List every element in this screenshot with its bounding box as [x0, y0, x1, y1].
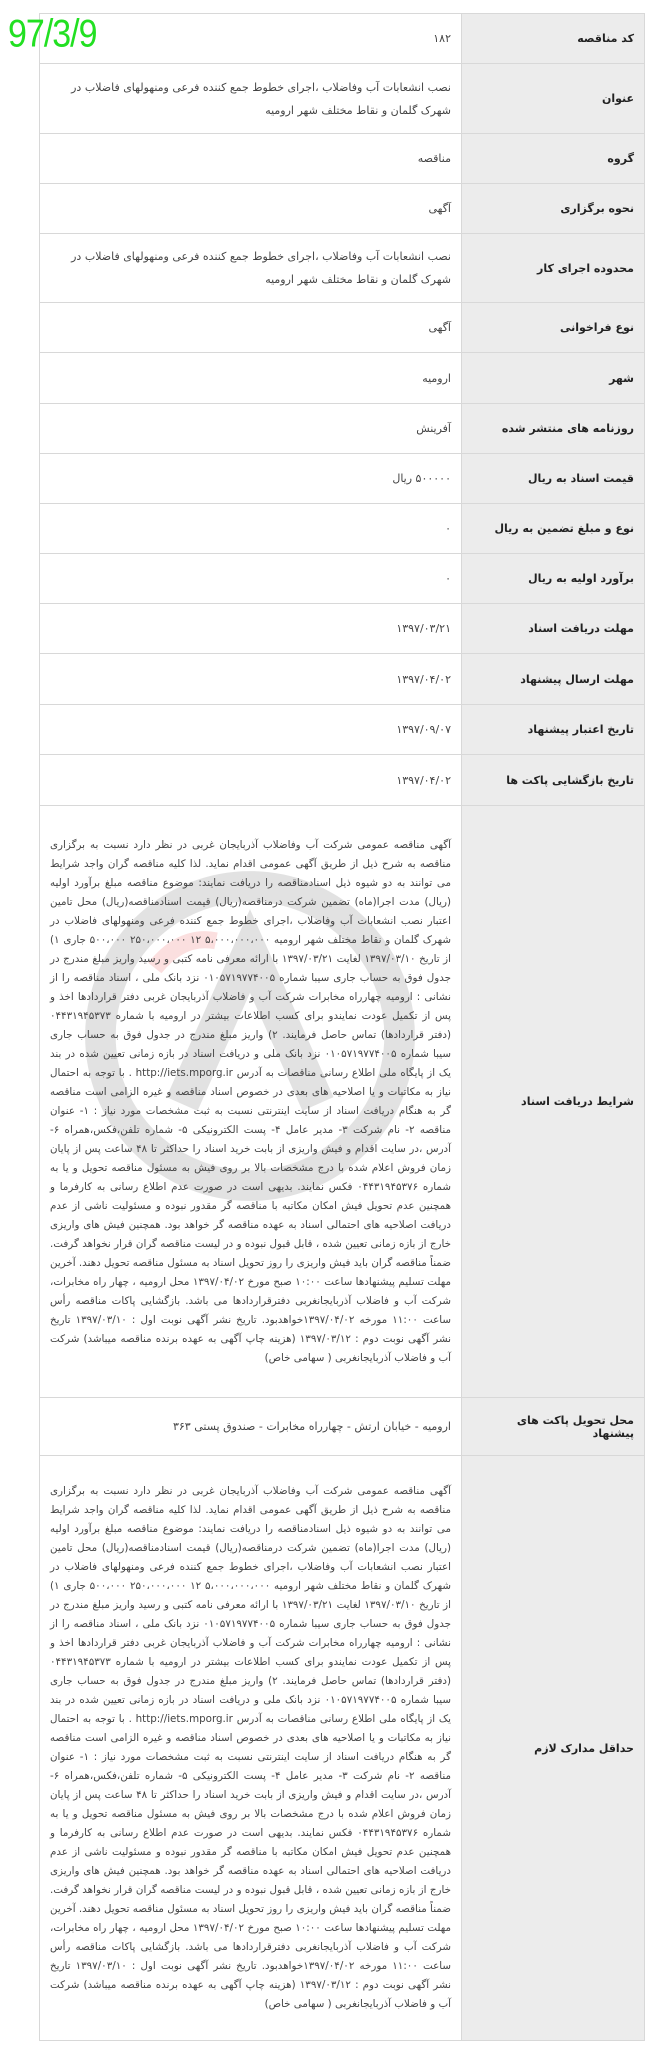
- label-initial-estimate: برآورد اولیه به ریال: [462, 554, 645, 604]
- row-document-price: [40, 454, 645, 504]
- label-tender-code: کد مناقصه: [462, 14, 645, 64]
- value-initial-estimate: ۰: [40, 554, 462, 604]
- value-document-price: ۵۰۰۰۰۰ ریال: [40, 454, 462, 504]
- label-delivery-place: محل تحویل پاکت های پیشنهاد: [462, 1398, 645, 1456]
- label-title: عنوان: [462, 64, 645, 134]
- value-document-deadline: ۱۳۹۷/۰۳/۲۱: [40, 604, 462, 654]
- row-document-deadline: [40, 604, 645, 654]
- document-conditions-text: آگهی مناقصه عمومی شرکت آب وفاضلاب آذربایجان غربی در نظر دارد نسبت به برگزاری مناقصه به شرح ذیل از طریق آگهی عمومی اقدام نماید. لذا کلیه مناقصه گران واجد شرایط می توانند به دو شیوه ذیل اسنادمناقصه را دریافت نمایند: موضوع مناقصه مبلغ برآورد اولیه (ریال) مدت اجرا(ماه) تضمین شرکت درمناقصه(ریال) قیمت اسنادمناقصه(ریال) محل تامین اعتبار نصب انشعابات آب وفاضلاب ،اجرای خطوط جمع کننده فرعی ومنهولهای فاضلاب در شهرک گلمان و نقاط مختلف شهر ارومیه ۵،۰۰۰،۰۰۰،۰۰۰ ۱۲ ۲۵۰،۰۰۰،۰۰۰ ۵۰۰،۰۰۰ جاری ۱) از تاریخ ۱۳۹۷/۰۳/۱۰ لغایت ۱۳۹۷/۰۳/۲۱ با ارائه معرفی نامه کتبی و رسید واریز مبلغ مندرج در جدول فوق به حساب جاری سیبا شماره ۰۱۰۵۷۱۹۷۷۴۰۰۵ نزد بانک ملی ، اسناد مناقصه را از نشانی : ارومیه چهارراه مخابرات شرکت آب و فاضلاب آذربایجان غربی دفتر قراردادها اخذ و پس از تکمیل عودت نمایندو برای کسب اطلاعات بیشتر در ارومیه با شماره ۰۴۴۳۱۹۴۵۳۷۳ (دفتر قراردادها) تماس حاصل فرمایند. ۲) واریز مبلغ مندرج در جدول فوق به حساب جاری سیبا شماره ۰۱۰۵۷۱۹۷۷۴۰۰۵ نزد بانک ملی و دریافت اسناد در بازه زمانی تعیین شده در بند یک از پایگاه ملی اطلاع رسانی مناقصات به آدرس http://iets.mporg.ir . با توجه به احتمال نیاز به مکاتبات و یا اصلاحیه های بعدی در خصوص اسناد مناقصه و غیره الزامی است مناقصه گر به هنگام دریافت اسناد از سایت اینترنتی نسبت به ثبت مشخصات مورد نیاز : ۱- عنوان مناقصه ۲- نام شرکت ۳- مدیر عامل ۴- پست الکترونیکی ۵- شماره تلفن،فکس،همراه ۶- آدرس ،در سایت اقدام و فیش واریزی از بابت خرید اسناد را حداکثر تا ۴۸ ساعت پس از پایان زمان فروش اعلام شده با درج مشخصات بالا بر روی فیش به مسئول مناقصه تحویل و یا به شماره ۰۴۴۳۱۹۴۵۳۷۶ فکس نمایند. بدیهی است در صورت عدم اطلاع رسانی به کارفرما و همچنین عدم تحویل فیش امکان مکاتبه با مناقصه گر مقدور نبوده و مسئولیت ناشی از عدم دریافت اصلاحیه های احتمالی اسناد به عهده مناقصه گر خواهد بود. همچنین فیش های واریزی خارج از بازه زمانی تعیین شده ، قابل قبول نبوده و در لیست مناقصه گران قرار نخواهد گرفت. ضمناً مناقصه گران باید فیش واریزی را روز تحویل اسناد به مسئول مناقصه تحویل دهند. آخرین مهلت تسلیم پیشنهادها ساعت ۱۰:۰۰ صبح مورخ ۱۳۹۷/۰۴/۰۲ محل ارومیه ، چهار راه مخابرات، شرکت آب و فاضلاب آذربایجانغربی دفترقراردادها می باشد. بازگشایی پاکات مناقصه رأس ساعت ۱۱:۰۰ مورخه ۱۳۹۷/۰۴/۰۲خواهدبود. تاریخ نشر آگهی نوبت اول : ۱۳۹۷/۰۳/۱۰ تاریخ نشر آگهی نوبت دوم : ۱۳۹۷/۰۳/۱۲ (هزینه چاپ آگهی به عهده برنده مناقصه میباشد) شرکت آب و فاضلاب آذربایجانغربی ( سهامی خاص): [50, 838, 452, 1364]
- value-title: نصب انشعابات آب وفاضلاب ،اجرای خطوط جمع کننده فرعی ومنهولهای فاضلاب در شهرک گلمان و نقاط مختلف شهر ارومیه: [40, 64, 462, 134]
- label-group: گروه: [462, 134, 645, 184]
- value-guarantee: ۰: [40, 504, 462, 554]
- value-tender-code: ۱۸۲: [40, 14, 462, 64]
- date-stamp: 97/3/9: [8, 12, 97, 56]
- value-document-conditions: [40, 806, 462, 1398]
- row-offer-validity: [40, 705, 645, 755]
- row-newspapers: [40, 404, 645, 454]
- label-document-deadline: مهلت دریافت اسناد: [462, 604, 645, 654]
- row-tender-code: [40, 14, 645, 64]
- row-submission-deadline: [40, 654, 645, 705]
- label-call-type: نوع فراخوانی: [462, 303, 645, 353]
- label-city: شهر: [462, 353, 645, 404]
- row-delivery-place: [40, 1398, 645, 1456]
- value-offer-validity: ۱۳۹۷/۰۹/۰۷: [40, 705, 462, 755]
- row-title: [40, 64, 645, 134]
- label-offer-validity: تاریخ اعتبار پیشنهاد: [462, 705, 645, 755]
- value-submission-deadline: ۱۳۹۷/۰۴/۰۲: [40, 654, 462, 705]
- value-newspapers: آفرینش: [40, 404, 462, 454]
- label-document-conditions: شرایط دریافت اسناد: [462, 806, 645, 1398]
- row-opening-date: [40, 755, 645, 806]
- row-minimum-documents: [40, 1456, 645, 2041]
- row-document-conditions: [40, 806, 645, 1398]
- row-city: [40, 353, 645, 404]
- value-group: مناقصه: [40, 134, 462, 184]
- label-newspapers: روزنامه های منتشر شده: [462, 404, 645, 454]
- value-work-scope: نصب انشعابات آب وفاضلاب ،اجرای خطوط جمع کننده فرعی ومنهولهای فاضلاب در شهرک گلمان و نقاط مختلف شهر ارومیه: [40, 234, 462, 303]
- value-minimum-documents: آگهی مناقصه عمومی شرکت آب وفاضلاب آذربایجان غربی در نظر دارد نسبت به برگزاری مناقصه به شرح ذیل از طریق آگهی عمومی اقدام نماید. لذا کلیه مناقصه گران واجد شرایط می توانند به دو شیوه ذیل اسنادمناقصه را دریافت نمایند: موضوع مناقصه مبلغ برآورد اولیه (ریال) مدت اجرا(ماه) تضمین شرکت درمناقصه(ریال) قیمت اسنادمناقصه(ریال) محل تامین اعتبار نصب انشعابات آب وفاضلاب ،اجرای خطوط جمع کننده فرعی ومنهولهای فاضلاب در شهرک گلمان و نقاط مختلف شهر ارومیه ۵،۰۰۰،۰۰۰،۰۰۰ ۱۲ ۲۵۰،۰۰۰،۰۰۰ ۵۰۰،۰۰۰ جاری ۱) از تاریخ ۱۳۹۷/۰۳/۱۰ لغایت ۱۳۹۷/۰۳/۲۱ با ارائه معرفی نامه کتبی و رسید واریز مبلغ مندرج در جدول فوق به حساب جاری سیبا شماره ۰۱۰۵۷۱۹۷۷۴۰۰۵ نزد بانک ملی ، اسناد مناقصه را از نشانی : ارومیه چهارراه مخابرات شرکت آب و فاضلاب آذربایجان غربی دفتر قراردادها اخذ و پس از تکمیل عودت نمایندو برای کسب اطلاعات بیشتر در ارومیه با شماره ۰۴۴۳۱۹۴۵۳۷۳ (دفتر قراردادها) تماس حاصل فرمایند. ۲) واریز مبلغ مندرج در جدول فوق به حساب جاری سیبا شماره ۰۱۰۵۷۱۹۷۷۴۰۰۵ نزد بانک ملی و دریافت اسناد در بازه زمانی تعیین شده در بند یک از پایگاه ملی اطلاع رسانی مناقصات به آدرس http://iets.mporg.ir . با توجه به احتمال نیاز به مکاتبات و یا اصلاحیه های بعدی در خصوص اسناد مناقصه و غیره الزامی است مناقصه گر به هنگام دریافت اسناد از سایت اینترنتی نسبت به ثبت مشخصات مورد نیاز : ۱- عنوان مناقصه ۲- نام شرکت ۳- مدیر عامل ۴- پست الکترونیکی ۵- شماره تلفن،فکس،همراه ۶- آدرس ،در سایت اقدام و فیش واریزی از بابت خرید اسناد را حداکثر تا ۴۸ ساعت پس از پایان زمان فروش اعلام شده با درج مشخصات بالا بر روی فیش به مسئول مناقصه تحویل و یا به شماره ۰۴۴۳۱۹۴۵۳۷۶ فکس نمایند. بدیهی است در صورت عدم اطلاع رسانی به کارفرما و همچنین عدم تحویل فیش امکان مکاتبه با مناقصه گر مقدور نبوده و مسئولیت ناشی از عدم دریافت اصلاحیه های احتمالی اسناد به عهده مناقصه گر خواهد بود. همچنین فیش های واریزی خارج از بازه زمانی تعیین شده ، قابل قبول نبوده و در لیست مناقصه گران قرار نخواهد گرفت. ضمناً مناقصه گران باید فیش واریزی را روز تحویل اسناد به مسئول مناقصه تحویل دهند. آخرین مهلت تسلیم پیشنهادها ساعت ۱۰:۰۰ صبح مورخ ۱۳۹۷/۰۴/۰۲ محل ارومیه ، چهار راه مخابرات، شرکت آب و فاضلاب آذربایجانغربی دفترقراردادها می باشد. بازگشایی پاکات مناقصه رأس ساعت ۱۱:۰۰ مورخه ۱۳۹۷/۰۴/۰۲خواهدبود. تاریخ نشر آگهی نوبت اول : ۱۳۹۷/۰۳/۱۰ تاریخ نشر آگهی نوبت دوم : ۱۳۹۷/۰۳/۱۲ (هزینه چاپ آگهی به عهده برنده مناقصه میباشد) شرکت آب و فاضلاب آذربایجانغربی ( سهامی خاص): [40, 1456, 462, 2041]
- row-group: [40, 134, 645, 184]
- label-document-price: قیمت اسناد به ریال: [462, 454, 645, 504]
- label-holding-method: نحوه برگزاری: [462, 184, 645, 234]
- label-opening-date: تاریخ بازگشایی پاکت ها: [462, 755, 645, 806]
- label-guarantee: نوع و مبلغ تضمین به ریال: [462, 504, 645, 554]
- row-guarantee: [40, 504, 645, 554]
- tender-details-table: [39, 13, 645, 2041]
- label-minimum-documents: حداقل مدارک لازم: [462, 1456, 645, 2041]
- label-submission-deadline: مهلت ارسال پیشنهاد: [462, 654, 645, 705]
- row-initial-estimate: [40, 554, 645, 604]
- row-call-type: [40, 303, 645, 353]
- value-delivery-place: ارومیه - خیابان ارتش - چهارراه مخابرات - صندوق پستی ۳۶۳: [40, 1398, 462, 1456]
- value-call-type: آگهی: [40, 303, 462, 353]
- value-city: ارومیه: [40, 353, 462, 404]
- row-work-scope: [40, 234, 645, 303]
- row-holding-method: [40, 184, 645, 234]
- label-work-scope: محدوده اجرای کار: [462, 234, 645, 303]
- value-holding-method: آگهی: [40, 184, 462, 234]
- value-opening-date: ۱۳۹۷/۰۴/۰۲: [40, 755, 462, 806]
